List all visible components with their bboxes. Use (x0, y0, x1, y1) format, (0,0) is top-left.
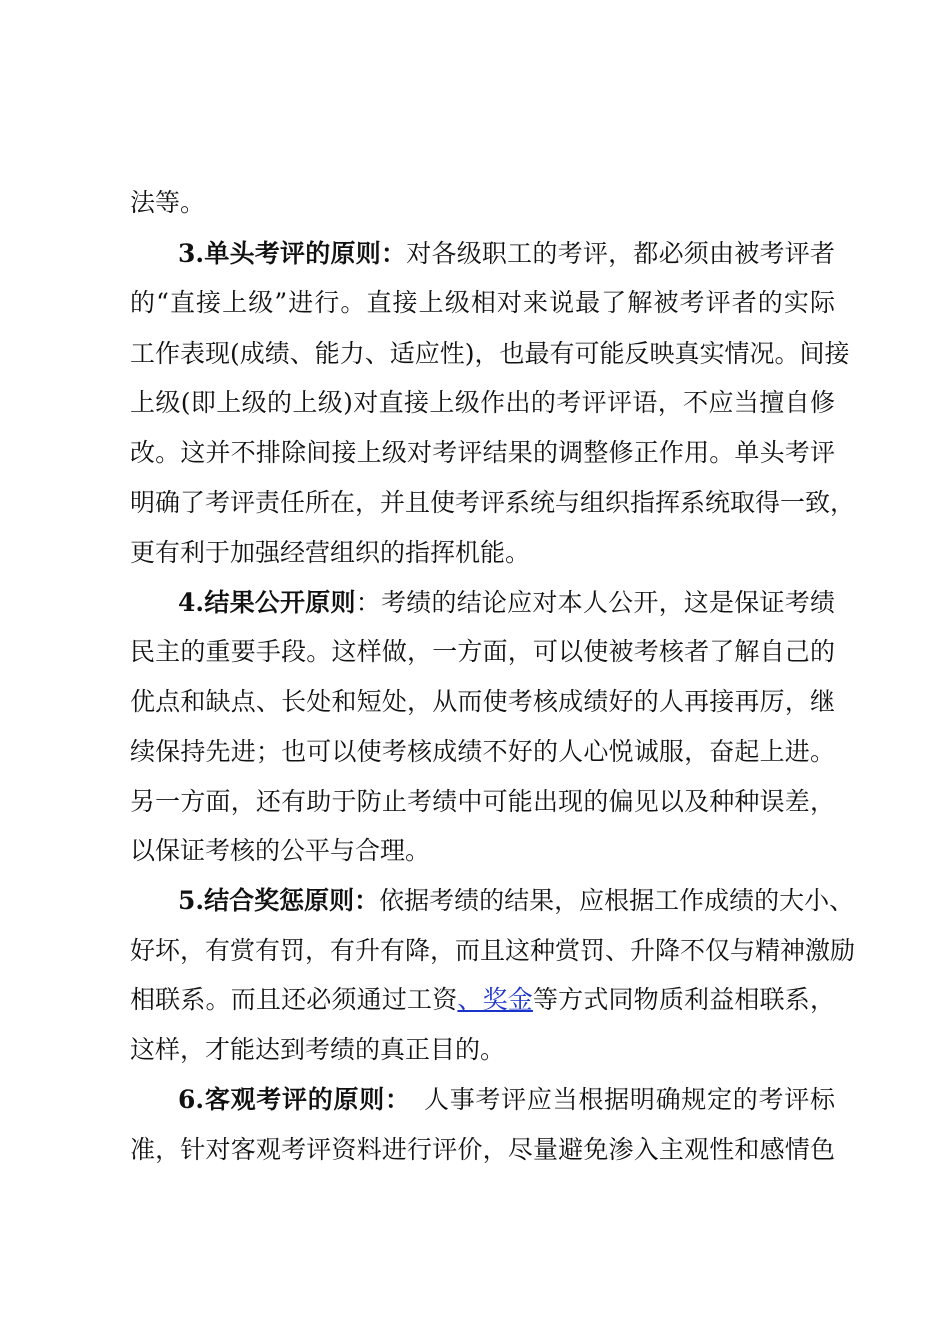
text-span: 人事考评应当根据明确规定的考评标 (398, 1085, 835, 1114)
text-span: 准，针对客观考评资料进行评价，尽量避免渗入主观性和感情色 (130, 1135, 835, 1164)
text-span: 优点和缺点、长处和短处，从而使考核成绩好的人再接再厉，继 (130, 687, 835, 716)
text-span: 明确了考评责任所在，并且使考评系统与组织指挥系统取得一致， (130, 488, 856, 517)
text-span: 依据考绩的结果，应根据工作成绩的大小、 (379, 886, 855, 915)
paragraph-3-line-7 (130, 537, 835, 569)
paragraph-5-line-4 (130, 1034, 835, 1066)
paragraph-3-line-2 (130, 287, 835, 319)
paragraph-3-line-6 (130, 487, 856, 519)
paragraph-3-line-3 (130, 338, 850, 370)
text-span: 法等。 (130, 188, 206, 217)
paragraph-3-line-5 (130, 437, 835, 469)
paragraph-5-line-3 (130, 984, 835, 1016)
text-span: ：考绩的结论应对本人公开，这是保证考绩 (355, 588, 835, 617)
text-span: 改。这并不排除间接上级对考评结果的调整修正作用。单头考评 (130, 438, 835, 467)
bonus-link[interactable]: 、奖金 (457, 985, 533, 1014)
principle-heading-6: 6.客观考评的原则： (178, 1085, 399, 1114)
paragraph-3-line-1 (178, 238, 835, 270)
text-span: 等方式同物质利益相联系， (532, 985, 835, 1014)
text-span: 更有利于加强经营组织的指挥机能。 (130, 538, 531, 567)
paragraph-4-line-2 (130, 636, 835, 668)
text-span: 这样，才能达到考绩的真正目的。 (130, 1035, 506, 1064)
paragraph-4-line-6 (130, 835, 835, 867)
paragraph-5-line-2 (130, 935, 856, 967)
paragraph-3-line-4 (130, 387, 835, 419)
principle-heading-3: 3.单头考评的原则： (178, 239, 407, 268)
principle-heading-5: 5.结合奖惩原则： (178, 886, 380, 915)
text-span: 的“直接上级”进行。直接上级相对来说最了解被考评者的实际 (130, 288, 835, 317)
paragraph-6-line-2 (130, 1134, 835, 1166)
principle-heading-4: 4.结果公开原则 (178, 588, 356, 617)
text-span: 另一方面，还有助于防止考绩中可能出现的偏见以及种种误差， (130, 787, 835, 816)
paragraph-4-line-5 (130, 786, 835, 818)
paragraph-5-line-1 (178, 885, 855, 917)
paragraph-4-line-3 (130, 686, 835, 718)
text-span: 续保持先进；也可以使考核成绩不好的人心悦诚服，奋起上进。 (130, 737, 835, 766)
text-span: 上级(即上级的上级)对直接上级作出的考评评语，不应当擅自修 (130, 388, 835, 417)
paragraph-6-line-1 (178, 1084, 835, 1116)
text-span: 民主的重要手段。这样做，一方面，可以使被考核者了解自己的 (130, 637, 835, 666)
paragraph-4-line-1 (178, 587, 835, 619)
text-span: 对各级职工的考评，都必须由被考评者 (406, 239, 835, 268)
text-span: 好坏，有赏有罚，有升有降，而且这种赏罚、升降不仅与精神激励 (130, 936, 856, 965)
paragraph-2-end-line (130, 187, 835, 219)
text-span: 工作表现(成绩、能力、适应性)，也最有可能反映真实情况。间接 (130, 339, 850, 368)
paragraph-4-line-4 (130, 736, 835, 768)
text-span: 以保证考核的公平与合理。 (130, 836, 431, 865)
text-span: 相联系。而且还必须通过工资 (130, 985, 458, 1014)
